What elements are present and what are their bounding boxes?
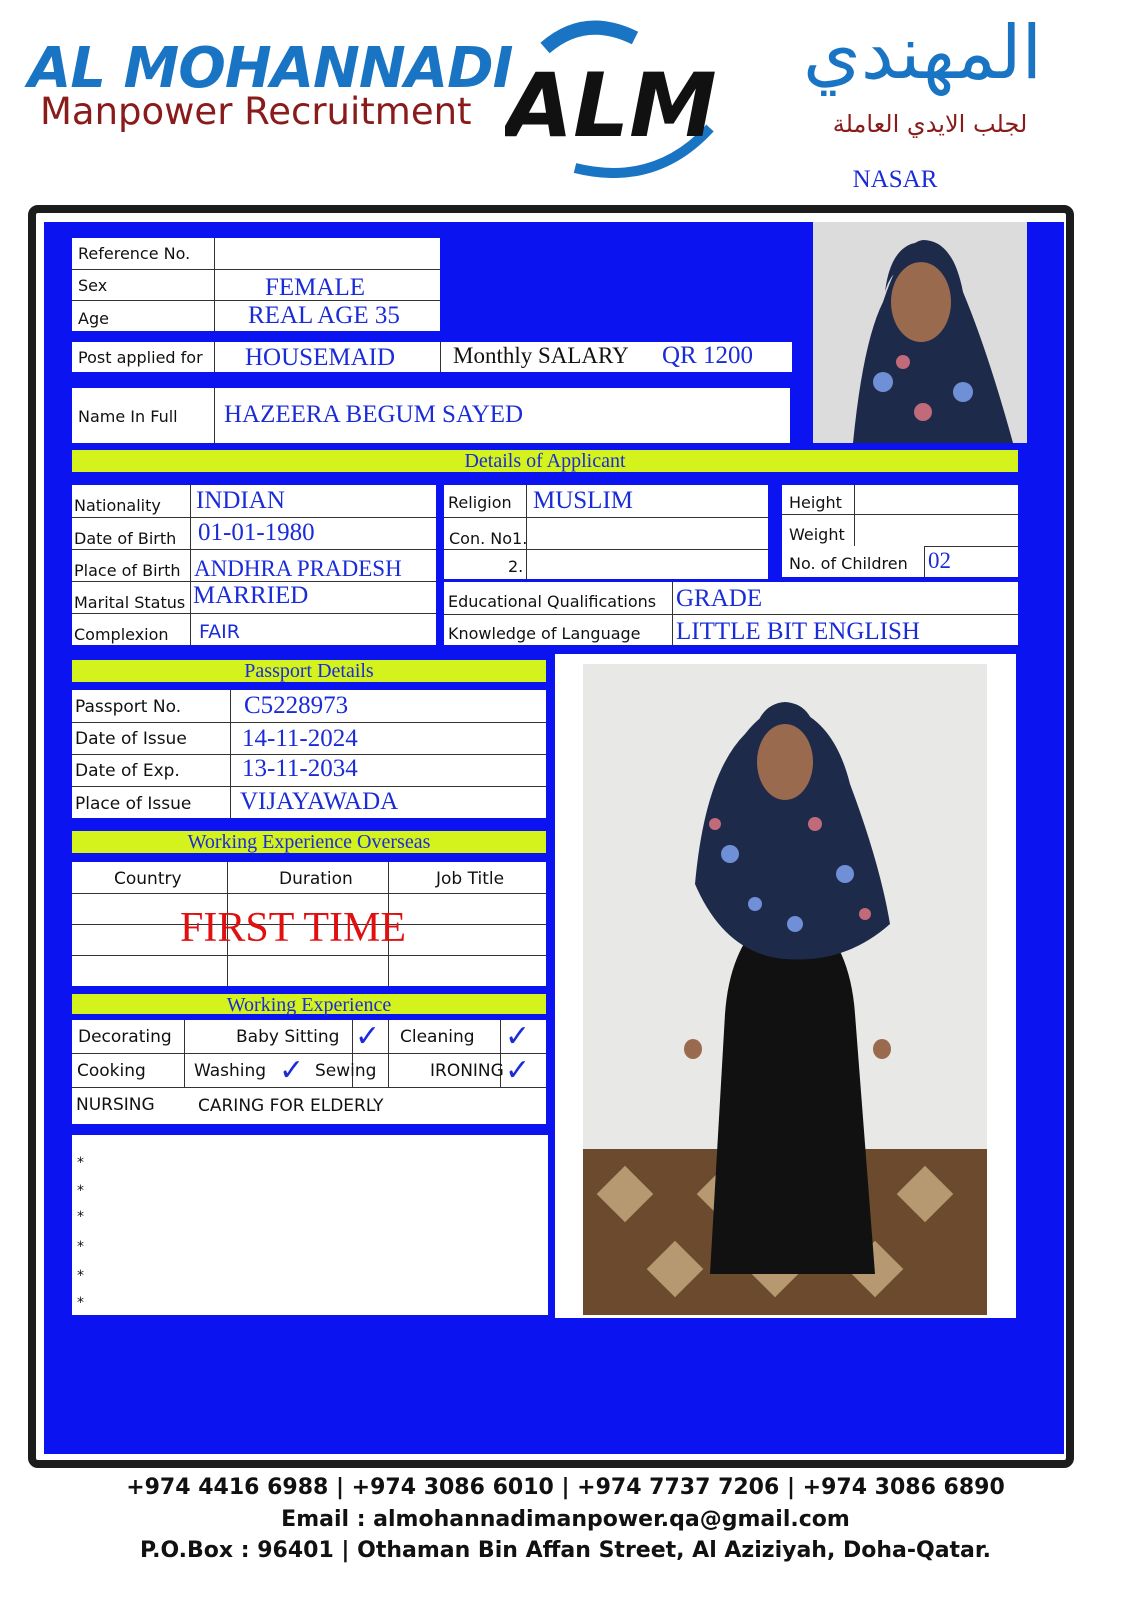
name-label: Name In Full (78, 407, 178, 426)
note-bullet: * (77, 1239, 84, 1255)
overseas-table (72, 862, 546, 986)
children-label: No. of Children (789, 554, 908, 573)
post-value: HOUSEMAID (245, 344, 395, 371)
contact2-label: 2. (508, 557, 524, 576)
first-time-note: FIRST TIME (180, 905, 406, 951)
details-heading: Details of Applicant (72, 450, 1018, 472)
issue-place-value: VIJAYAWADA (240, 788, 399, 815)
passport-table (72, 690, 546, 818)
footer-address: P.O.Box : 96401 | Othaman Bin Affan Street, Al Aziziyah, Doha-Qatar. (140, 1538, 991, 1563)
marital-label: Marital Status (74, 593, 186, 612)
company-name: AL MOHANNADI (28, 36, 513, 101)
skill-nursing: NURSING (76, 1095, 155, 1115)
issue-date-label: Date of Issue (75, 729, 187, 749)
baby-sitting-check-icon: ✓ (355, 1019, 381, 1054)
complexion-label: Complexion (74, 625, 169, 644)
religion-label: Religion (448, 493, 512, 512)
nationality-value: INDIAN (196, 487, 285, 514)
footer-phones: +974 4416 6988 | +974 3086 6010 | +974 7737 7206 | +974 3086 6890 (126, 1475, 1005, 1500)
issue-date-value: 14-11-2024 (242, 725, 358, 752)
physical-table (782, 485, 1018, 577)
company-subtitle-arabic: لجلب الايدي العاملة (832, 110, 1028, 138)
skill-caring-elderly: CARING FOR ELDERLY (198, 1096, 384, 1116)
notes-box (72, 1135, 548, 1315)
skill-decorating: Decorating (78, 1027, 172, 1047)
pob-label: Place of Birth (74, 561, 181, 580)
salary-value: QR 1200 (662, 342, 753, 369)
reference-label: Reference No. (78, 244, 191, 263)
cleaning-check-icon: ✓ (505, 1019, 531, 1054)
col-job-title: Job Title (436, 869, 505, 889)
education-label: Educational Qualifications (448, 592, 657, 611)
dob-value: 01-01-1980 (198, 519, 315, 546)
washing-check-icon: ✓ (279, 1053, 305, 1088)
sex-label: Sex (78, 276, 108, 295)
full-length-photo (555, 654, 1016, 1318)
name-value: HAZEERA BEGUM SAYED (224, 401, 524, 428)
experience-table (72, 1020, 546, 1124)
passport-heading: Passport Details (72, 660, 546, 682)
salary-label: Monthly SALARY (453, 343, 629, 368)
full-length-figure (555, 654, 1016, 1318)
col-duration: Duration (279, 869, 353, 889)
complexion-value: FAIR (199, 621, 240, 643)
note-bullet: * (77, 1268, 84, 1284)
passport-no-value: C5228973 (244, 692, 349, 719)
height-label: Height (789, 493, 842, 512)
pob-value: ANDHRA PRADESH (194, 556, 402, 581)
age-label: Age (78, 309, 109, 328)
note-bullet: * (77, 1155, 84, 1171)
note-bullet: * (77, 1295, 84, 1311)
skill-cooking: Cooking (77, 1061, 146, 1081)
religion-table (444, 485, 768, 579)
skill-ironing: IRONING (430, 1061, 504, 1081)
qualification-table (444, 582, 1018, 645)
skill-cleaning: Cleaning (400, 1027, 475, 1047)
ironing-check-icon: ✓ (505, 1053, 531, 1088)
alm-logo (505, 18, 720, 178)
overseas-heading: Working Experience Overseas (72, 831, 546, 853)
weight-label: Weight (789, 525, 845, 544)
alm-logo-text: ALM (505, 54, 717, 157)
name-row (72, 388, 790, 443)
portrait-photo (813, 222, 1027, 443)
passport-no-label: Passport No. (75, 697, 182, 717)
language-label: Knowledge of Language (448, 624, 641, 643)
details-left-table (72, 485, 436, 645)
note-bullet: * (77, 1183, 84, 1199)
col-country: Country (114, 869, 182, 889)
company-subtitle: Manpower Recruitment (40, 90, 472, 133)
religion-value: MUSLIM (533, 487, 634, 514)
footer-email: Email : almohannadimanpower.qa@gmail.com (281, 1507, 850, 1532)
note-bullet: * (77, 1209, 84, 1225)
children-value: 02 (928, 548, 951, 573)
issue-place-label: Place of Issue (75, 794, 192, 814)
dob-label: Date of Birth (74, 529, 177, 548)
age-value: REAL AGE 35 (248, 302, 400, 329)
exp-date-label: Date of Exp. (75, 761, 180, 781)
experience-heading: Working Experience (72, 994, 546, 1014)
portrait-figure (813, 222, 1027, 443)
exp-date-value: 13-11-2034 (242, 755, 358, 782)
agent-name: NASAR (852, 166, 938, 193)
skill-baby-sitting: Baby Sitting (236, 1027, 340, 1047)
sex-value: FEMALE (265, 274, 365, 301)
skill-washing: Washing (194, 1061, 267, 1081)
education-value: GRADE (676, 585, 763, 612)
post-row (72, 342, 792, 372)
children-label-cell (782, 546, 924, 577)
basic-info-table (72, 238, 440, 331)
language-value: LITTLE BIT ENGLISH (676, 618, 920, 645)
marital-value: MARRIED (193, 582, 309, 609)
post-label: Post applied for (78, 348, 203, 367)
skill-sewing: Sewing (315, 1061, 377, 1081)
nationality-label: Nationality (74, 496, 161, 515)
company-name-arabic: المهندي (802, 10, 1043, 96)
contact1-label: Con. No1. (449, 529, 528, 548)
